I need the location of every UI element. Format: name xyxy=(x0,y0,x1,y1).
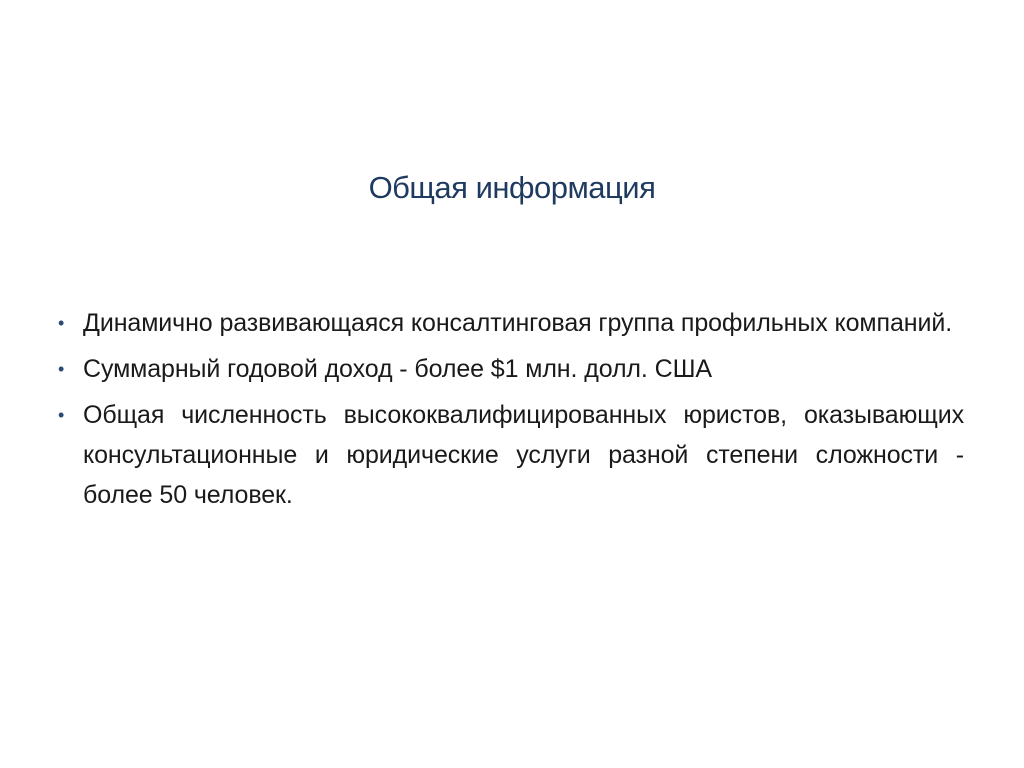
bullet-text: Суммарный годовой доход - более $1 млн. долл. США xyxy=(83,355,712,383)
bullet-list xyxy=(55,303,964,521)
bullet-item xyxy=(55,303,964,343)
bullet-item xyxy=(55,395,964,515)
bullet-text: Динамично развивающаяся консалтинговая группа профильных компаний. xyxy=(83,309,953,337)
bullet-point-icon: • xyxy=(58,405,65,425)
slide-title: Общая информация xyxy=(368,170,656,205)
bullet-point-icon: • xyxy=(58,313,65,333)
bullet-item xyxy=(55,349,964,389)
bullet-text: Общая численность высококвалифицированных юристов, оказывающих консультационные и юридические услуги разной степени сложности - более 50 человек. xyxy=(83,401,964,509)
bullet-point-icon: • xyxy=(58,359,65,379)
